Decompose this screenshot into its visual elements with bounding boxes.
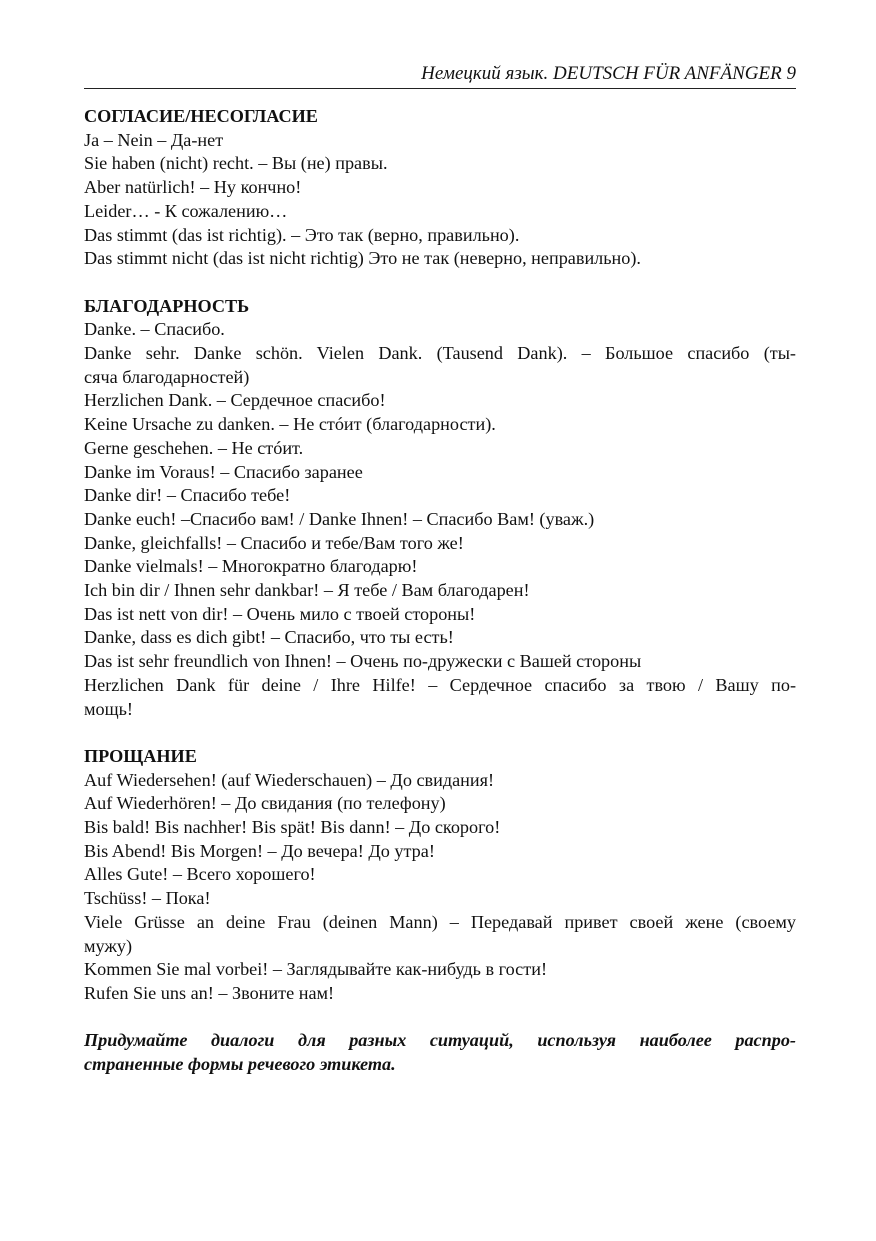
phrase-line: Tschüss! – Пока! (84, 888, 211, 909)
phrase-line: Auf Wiederhören! – До свидания (по телефону) (84, 793, 446, 814)
phrase-line: Danke im Voraus! – Спасибо заранее (84, 461, 363, 482)
phrase-line: мужу) (84, 935, 133, 956)
assignment-text (84, 1029, 796, 1076)
phrase-line: Gerne geschehen. – Не стóит. (84, 437, 304, 458)
section-title: БЛАГОДАРНОСТЬ (84, 295, 250, 316)
phrase-line: Auf Wiedersehen! (auf Wiederschauen) – До свидания! (84, 769, 495, 790)
phrase-line: Sie haben (nicht) recht. – Вы (не) правы. (84, 153, 388, 174)
header-title: Немецкий язык. DEUTSCH FÜR ANFÄNGER 9 (421, 63, 796, 84)
phrase-line: Keine Ursache zu danken. – Не стóит (благодарности). (84, 414, 496, 435)
section-farewell (84, 745, 796, 1006)
phrase-line: Kommen Sie mal vorbei! – Заглядывайте как-нибудь в гости! (84, 959, 547, 980)
phrase-line: Aber natürlich! – Ну кончно! (84, 177, 302, 198)
phrase-line: Bis Abend! Bis Morgen! – До вечера! До утра! (84, 840, 435, 861)
section-agreement (84, 105, 796, 271)
phrase-line: Das ist nett von dir! – Очень мило с твоей стороны! (84, 603, 476, 624)
phrase-line: сяча благодарностей) (84, 366, 250, 387)
section-title: СОГЛАСИЕ/НЕСОГЛАСИЕ (84, 106, 318, 126)
phrase-line: Bis bald! Bis nachher! Bis spät! Bis dann! – До скорого! (84, 817, 501, 838)
assignment-line: Придумайте диалоги для разных ситуаций, используя наиболее распро- (84, 1030, 796, 1051)
phrase-line: Ja – Nein – Да-нет (84, 129, 224, 150)
phrase-line: Danke, dass es dich gibt! – Спасибо, что ты есть! (84, 627, 454, 648)
phrase-line: мощь! (84, 698, 133, 719)
section-gratitude (84, 295, 796, 722)
phrase-line: Danke vielmals! – Многократно благодарю! (84, 556, 418, 577)
phrase-line: Danke euch! –Спасибо вам! / Danke Ihnen! – Спасибо Вам! (уваж.) (84, 508, 595, 529)
phrase-line: Das stimmt (das ist richtig). – Это так (верно, правильно). (84, 224, 520, 245)
phrase-line: Leider… - К сожалению… (84, 200, 288, 221)
phrase-line: Ich bin dir / Ihnen sehr dankbar! – Я тебе / Вам благодарен! (84, 580, 530, 601)
running-header (84, 62, 796, 89)
page-content (84, 105, 796, 1077)
phrase-line: Alles Gute! – Всего хорошего! (84, 864, 316, 885)
section-title: ПРОЩАНИЕ (84, 745, 197, 766)
phrase-line: Herzlichen Dank. – Сердечное спасибо! (84, 390, 386, 411)
phrase-line: Das ist sehr freundlich von Ihnen! – Очень по-дружески с Вашей стороны (84, 651, 642, 672)
assignment-line: страненные формы речевого этикета. (84, 1054, 396, 1075)
phrase-line: Danke. – Спасибо. (84, 319, 225, 340)
phrase-line: Das stimmt nicht (das ist nicht richtig) Это не так (неверно, неправильно). (84, 248, 641, 269)
phrase-line: Viele Grüsse an deine Frau (deinen Mann) – Передавай привет своей жене (своему (84, 911, 796, 932)
phrase-line: Rufen Sie uns an! – Звоните нам! (84, 982, 335, 1003)
phrase-line: Danke sehr. Danke schön. Vielen Dank. (Tausend Dank). – Большое спасибо (ты- (84, 343, 796, 364)
phrase-line: Herzlichen Dank für deine / Ihre Hilfe! – Сердечное спасибо за твою / Вашу по- (84, 674, 796, 695)
phrase-line: Danke dir! – Спасибо тебе! (84, 485, 291, 506)
phrase-line: Danke, gleichfalls! – Спасибо и тебе/Вам того же! (84, 532, 464, 553)
